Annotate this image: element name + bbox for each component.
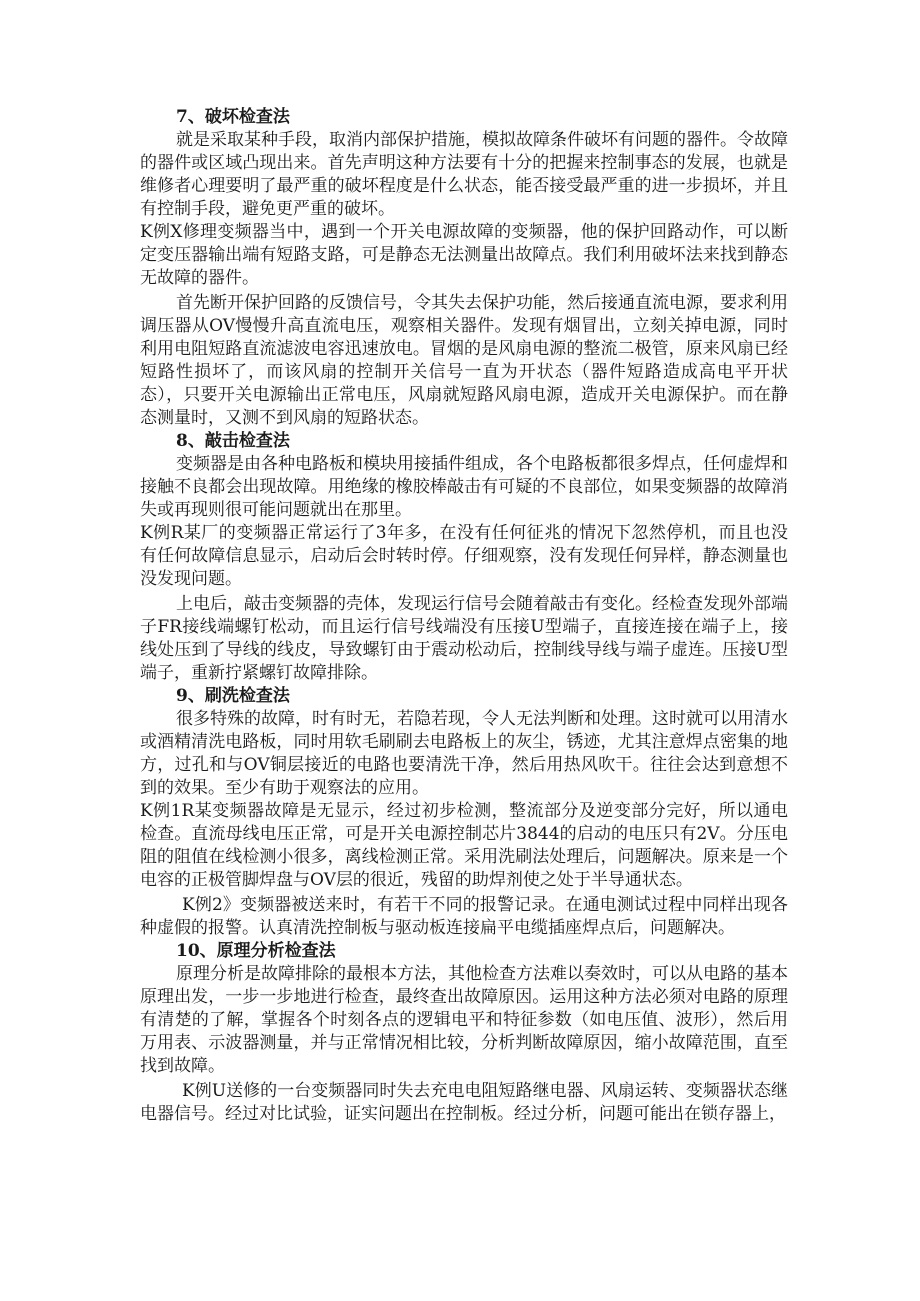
section-heading: 7、破坏检查法 xyxy=(176,107,290,127)
paragraph: 首先断开保护回路的反馈信号，令其失去保护功能，然后接通直流电源，要求利用调压器从OV慢慢升高直流电压，观察相关器件。发现有烟冒出，立刻关掉电源，同时利用电阻短路直流滤波电容迅速放电。冒烟的是风扇电源的整流二极管，原来风扇已经短路性损坏了，而该风扇的控制开关信号一直为开状态（器件短路造成高电平开状态），只要开关电源输出正常电压，风扇就短路风扇电源，造成开关电源保护。而在静态测量时，又测不到风扇的短路状态。 xyxy=(140,293,788,428)
paragraph: 原理分析是故障排除的最根本方法，其他检查方法难以奏效时，可以从电路的基本原理出发，一步一步地进行检查，最终查出故障原因。运用这种方法必须对电路的原理有清楚的了解，掌握各个时刻各点的逻辑电平和特征参数（如电压值、波形），然后用万用表、示波器测量，并与正常情况相比较，分析判断故障原因，缩小故障范围，直至找到故障。 xyxy=(140,964,788,1076)
document-body xyxy=(140,106,788,1126)
section-cleaning-check xyxy=(140,685,788,940)
section-heading: 8、敲击检查法 xyxy=(176,431,290,451)
section-heading: 9、刷洗检查法 xyxy=(176,686,290,706)
paragraph: 就是采取某种手段，取消内部保护措施，模拟故障条件破坏有问题的器件。令故障的器件或区域凸现出来。首先声明这种方法要有十分的把握来控制事态的发展，也就是维修者心理要明了最严重的破坏程度是什么状态，能否接受最严重的进一步损坏，并且有控制手段，避免更严重的破坏。 xyxy=(140,130,788,219)
section-tapping-check xyxy=(140,430,788,685)
section-destructive-check xyxy=(140,106,788,430)
example-paragraph: K例R某厂的变频器正常运行了3年多，在没有任何征兆的情况下忽然停机，而且也没有任何故障信息显示，启动后会时转时停。仔细观察，没有发现任何异样，静态测量也没发现问题。 xyxy=(140,523,788,589)
paragraph: 很多特殊的故障，时有时无，若隐若现，令人无法判断和处理。这时就可以用清水或酒精清洗电路板，同时用软毛刷刷去电路板上的灰尘，锈迹，尤其注意焊点密集的地方，过孔和与OV铜层接近的电路也要清洗干净，然后用热风吹干。往往会达到意想不到的效果。至少有助于观察法的应用。 xyxy=(140,709,788,798)
example-paragraph: K例1R某变频器故障是无显示，经过初步检测，整流部分及逆变部分完好，所以通电检查。直流母线电压正常，可是开关电源控制芯片3844的启动的电压只有2V。分压电阻的阻值在线检测小很多，离线检测正常。采用洗刷法处理后，问题解决。原来是一个电容的正极管脚焊盘与OV层的很近，残留的助焊剂使之处于半导通状态。 xyxy=(140,801,788,890)
paragraph: 变频器是由各种电路板和模块用接插件组成，各个电路板都很多焊点，任何虚焊和接触不良都会出现故障。用绝缘的橡胶棒敲击有可疑的不良部位，如果变频器的故障消失或再现则很可能问题就出在那里。 xyxy=(140,454,788,520)
paragraph: 上电后，敲击变频器的壳体，发现运行信号会随着敲击有变化。经检查发现外部端子FR接线端螺钉松动，而且运行信号线端没有压接U型端子，直接连接在端子上，接线处压到了导线的线皮，导致螺钉由于震动松动后，控制线导线与端子虚连。压接U型端子，重新拧紧螺钉故障排除。 xyxy=(140,594,788,683)
example-paragraph: K例U送修的一台变频器同时失去充电电阻短路继电器、风扇运转、变频器状态继电器信号。经过对比试验，证实问题出在控制板。经过分析，问题可能出在锁存器上， xyxy=(140,1081,788,1124)
section-heading: 10、原理分析检查法 xyxy=(176,941,336,961)
example-paragraph: K例2》变频器被送来时，有若干不同的报警记录。在通电测试过程中同样出现各种虚假的报警。认真清洗控制板与驱动板连接扁平电缆插座焊点后，问题解决。 xyxy=(140,895,788,938)
example-paragraph: K例X修理变频器当中，遇到一个开关电源故障的变频器，他的保护回路动作，可以断定变压器输出端有短路支路，可是静态无法测量出故障点。我们利用破坏法来找到静态无故障的器件。 xyxy=(140,222,788,288)
section-principle-analysis xyxy=(140,940,788,1126)
